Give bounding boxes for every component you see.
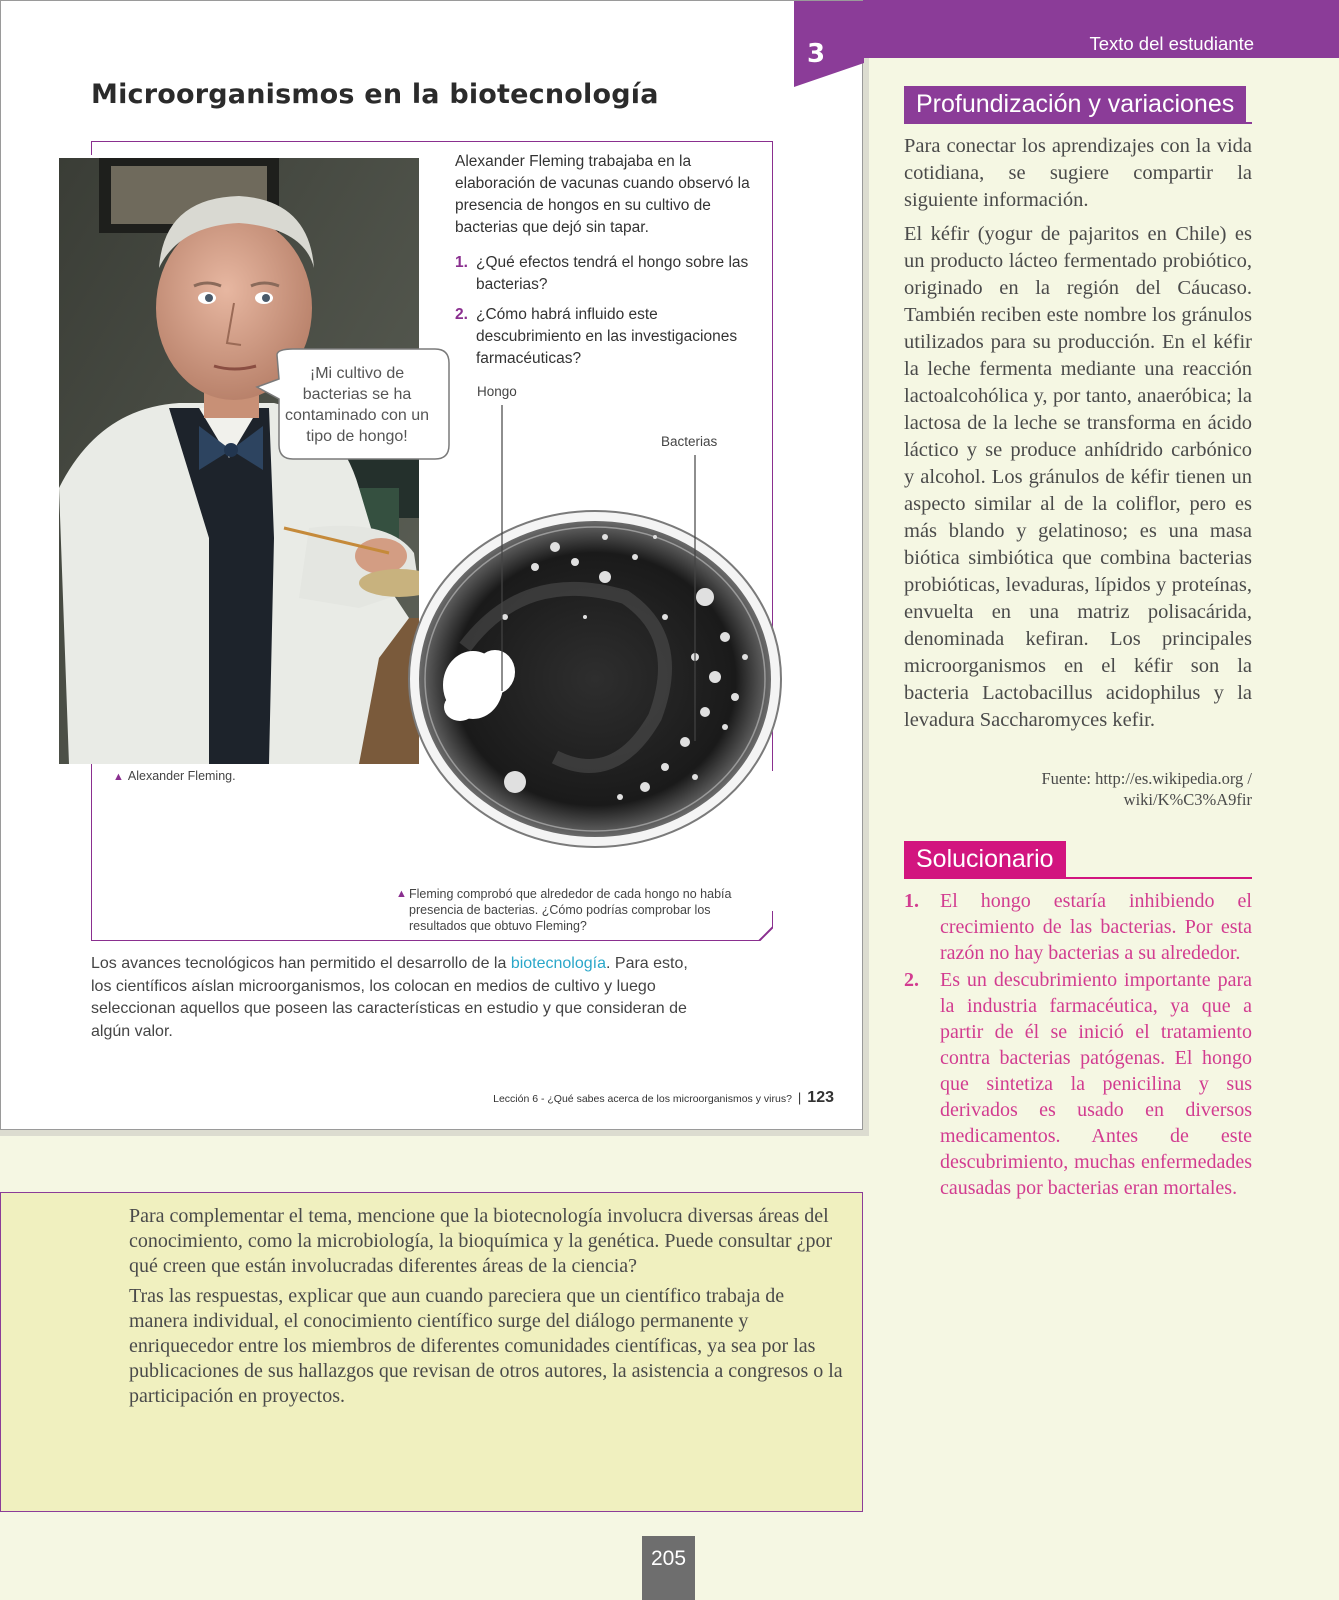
section-rule <box>904 122 1252 124</box>
petri-caption <box>396 886 766 934</box>
label-bacteria: Bacterias <box>661 434 718 449</box>
lesson-title: Microorganismos en la biotecnología <box>91 79 659 110</box>
profundizacion-kefir: El kéfir (yogur de pajaritos en Chile) es un producto lácteo fermentado probiótico, originado en la región del Cáucaso. También reciben este nombre los gránulos utilizados para su producción. En el kéfir la leche fermenta mediante una reacción lactoalcohólica y, por tanto, anaeróbica; la lactosa de la leche se transforma en ácido láctico y se produce anhídrido carbónico y alcohol. Los gránulos de kéfir tienen un aspecto similar al de la coliflor, pero es más blando y gelatinoso; es una masa biótica simbiótica que combina bacterias probióticas, levaduras, lípidos y proteínas, envuelta en una matriz polisacárida, denominada kefiran. Los principales microorganismos en el kéfir son la bacteria Lactobacillus acidophilus y la levadura Saccharomyces kefir. <box>904 223 1252 731</box>
solution-number: 2. <box>904 969 919 991</box>
profundizacion-intro: Para conectar los aprendizajes con la vida cotidiana, se sugiere compartir la siguiente información. <box>904 135 1252 211</box>
question-number: 1. <box>455 254 468 271</box>
source-line-2: wiki/K%C3%A9fir <box>1123 790 1252 809</box>
question-1 <box>455 252 760 296</box>
question-text: ¿Cómo habrá influido este descubrimiento en las investigaciones farmacéuticas? <box>476 306 738 367</box>
page-shadow-bottom <box>0 1130 869 1136</box>
page-shadow-right <box>863 0 869 1136</box>
keyword-biotecnologia: biotecnología <box>510 955 606 972</box>
intro-text: Alexander Fleming trabajaba en la elaboración de vacunas cuando observó la presencia de hongos en su cultivo de bacterias que dejó sin tapar. <box>455 153 750 236</box>
question-2 <box>455 304 760 370</box>
footer-separator: | <box>797 1090 802 1105</box>
textbook-page <box>0 0 863 1130</box>
source-citation <box>904 768 1252 810</box>
teacher-note-para-1: Para complementar el tema, mencione que la biotecnología involucra diversas áreas del conocimiento, como la microbiología, la bioquímica y la genética. Puede consultar ¿por qué creen que están involucradas diferentes áreas de la ciencia? <box>129 1205 833 1277</box>
speech-bubble-text: ¡Mi cultivo de bacterias se ha contaminado con un tipo de hongo! <box>284 365 430 445</box>
fleming-photo <box>59 158 419 764</box>
caption-triangle-icon: ▲ <box>113 771 124 783</box>
teacher-note-box <box>0 1192 863 1512</box>
body-text-end: . Para esto, los científicos aíslan microorganismos, los colocan en medios de cultivo y luego seleccionan aquellos que poseen las características en estudio y que consideran de algún valor. <box>91 955 688 1040</box>
solution-item-1 <box>904 888 1252 966</box>
question-text: ¿Qué efectos tendrá el hongo sobre las bacterias? <box>476 254 749 293</box>
solution-item-2 <box>904 967 1252 1201</box>
header-label: Texto del estudiante <box>1089 33 1254 54</box>
section-heading-solucionario: Solucionario <box>904 841 1066 878</box>
question-number: 2. <box>455 306 468 323</box>
photo-caption-text: Alexander Fleming. <box>127 769 236 783</box>
caption-triangle-icon: ▲ <box>396 888 407 900</box>
solution-text: El hongo estaría inhibiendo el crecimiento de las bacterias. Por esta razón no hay bacterias a su alrededor. <box>940 890 1252 964</box>
footer-page-number: 123 <box>807 1089 834 1106</box>
label-fungus: Hongo <box>477 384 517 399</box>
body-paragraph <box>91 953 691 1043</box>
footer-lesson: Lección 6 - ¿Qué sabes acerca de los microorganismos y virus? <box>493 1093 792 1105</box>
solution-number: 1. <box>904 890 919 912</box>
section-heading-profundizacion: Profundización y variaciones <box>904 86 1246 123</box>
section-rule <box>904 877 1252 879</box>
petri-dish-photo <box>405 507 789 853</box>
page-number: 205 <box>650 1547 687 1570</box>
solution-text: Es un descubrimiento importante para la industria farmacéutica, ya que a partir de él se inició el tratamiento contra bacterias patógenas. El hongo que sintetiza la penicilina y sus derivados es usado en diversos medicamentos. Antes de este descubrimiento, muchas enfermedades causadas por bacterias eran mortales. <box>940 969 1252 1199</box>
teacher-note-para-2: Tras las respuestas, explicar que aun cuando pareciera que un científico trabaja de manera individual, el conocimiento científico surge del diálogo permanente y enriquecedor entre los miembros de diferentes comunidades científicas, ya sea por las publicaciones de sus hallazgos que revisan de otros autores, la asistencia a congresos o la participación en proyectos. <box>129 1285 843 1407</box>
header-band <box>863 0 1339 58</box>
source-line-1: Fuente: http://es.wikipedia.org / <box>1041 769 1252 788</box>
textbook-footer <box>493 1089 834 1107</box>
unit-number: 3 <box>806 39 826 69</box>
photo-caption <box>113 769 236 783</box>
petri-caption-text: Fleming comprobó que alrededor de cada hongo no había presencia de bacterias. ¿Cómo podrías comprobar los resultados que obtuvo Fleming? <box>409 887 732 933</box>
body-text-start: Los avances tecnológicos han permitido el desarrollo de la <box>91 955 511 972</box>
